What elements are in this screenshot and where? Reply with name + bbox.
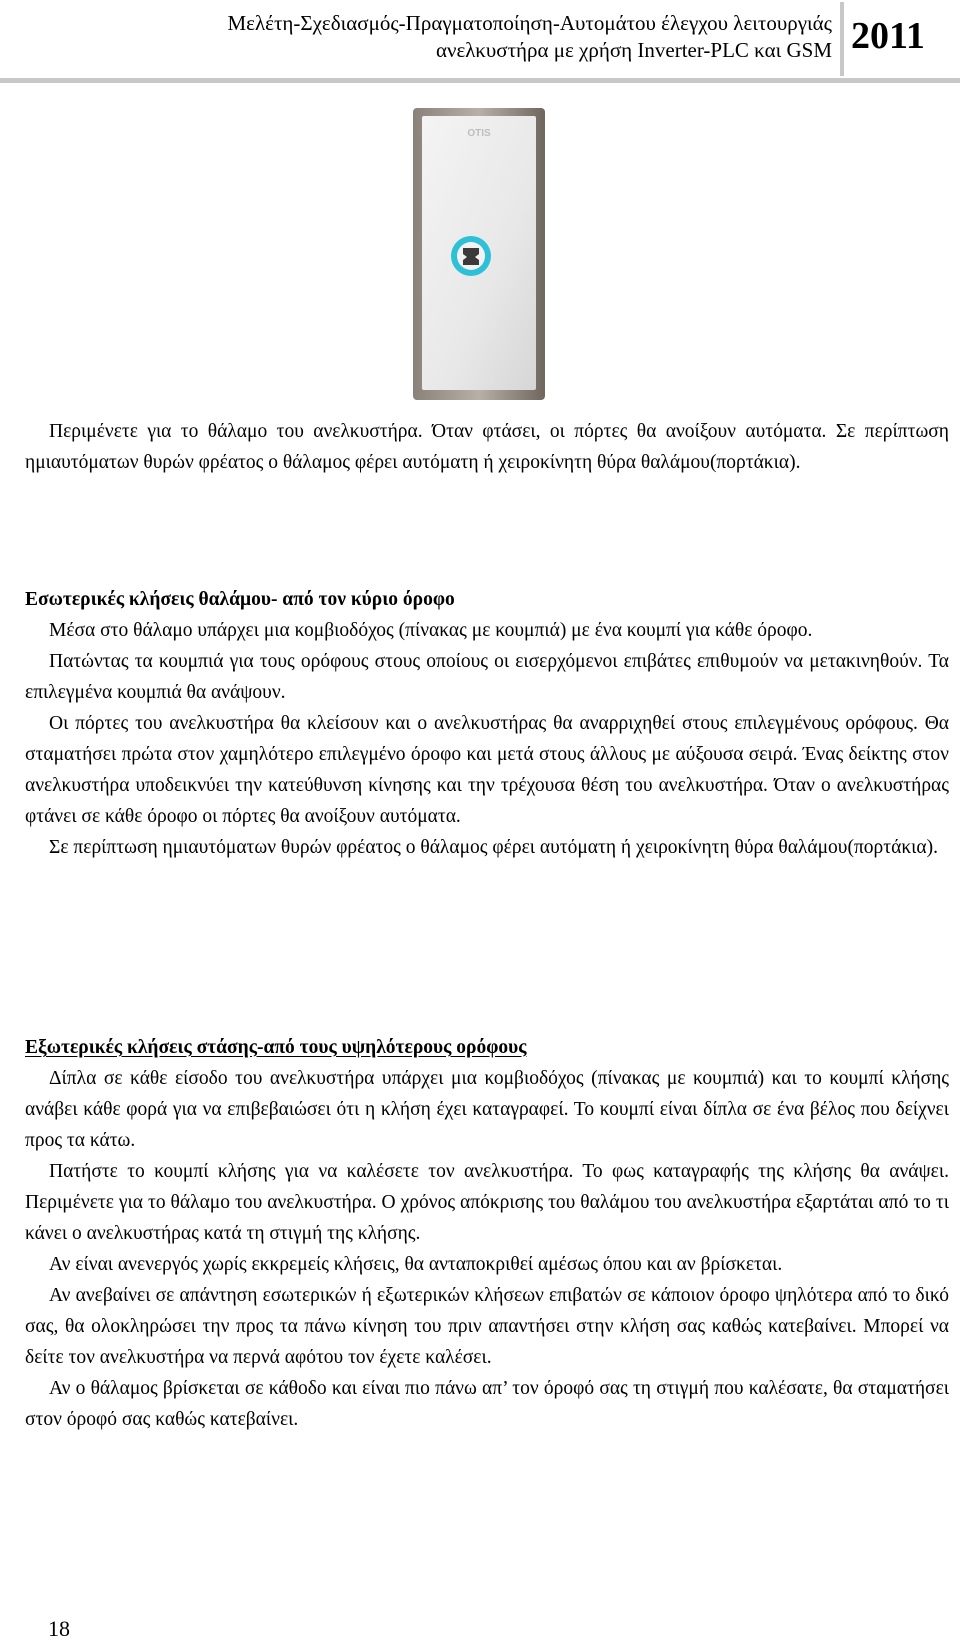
internal-calls-paragraph-4: Σε περίπτωση ημιαυτόματων θυρών φρέατος ο θάλαμος φέρει αυτόματη ή χειροκίνητη θύρα θαλάμου(πορτάκια). bbox=[49, 837, 938, 858]
header-title bbox=[20, 10, 832, 64]
external-calls-paragraph-5: Αν ο θάλαμος βρίσκεται σε κάθοδο και είναι πιο πάνω απ’ τον όροφό σας τη στιγμή που καλέσατε, θα σταματήσει στον όροφό σας καθώς κατεβαίνει. bbox=[25, 1378, 949, 1430]
intro-text bbox=[25, 416, 949, 478]
header-rule bbox=[0, 78, 960, 83]
external-calls-paragraph-1: Δίπλα σε κάθε είσοδο του ανελκυστήρα υπάρχει μια κομβιοδόχος (πίνακας με κουμπιά) και το κουμπί κλήσης ανάβει κάθε φορά για να επιβεβαιώσει ότι η κλήση έχει καταγραφεί. Το κουμπί είναι δίπλα σε ένα βέλος που δείχνει προς τα κάτω. bbox=[25, 1068, 949, 1151]
internal-calls-section bbox=[25, 584, 949, 863]
internal-calls-heading: Εσωτερικές κλήσεις θαλάμου- από τον κύριο όροφο bbox=[25, 589, 455, 610]
external-calls-paragraph-4: Αν ανεβαίνει σε απάντηση εσωτερικών ή εξωτερικών κλήσεων επιβατών σε κάποιον όροφο ψηλότερα από το δικό σας, θα ολοκληρώσει την προς τα πάνω κίνηση του πριν απαντήσει στην κλήση σας καθώς κατεβαίνει. Μπορεί να δείτε τον ανελκυστήρα να περνά αφότου τον έχετε καλέσει. bbox=[25, 1285, 949, 1368]
external-calls-heading: Εξωτερικές κλήσεις στάσης-από τους υψηλότερους ορόφους bbox=[25, 1037, 527, 1058]
call-panel-illustration bbox=[413, 108, 545, 400]
internal-calls-paragraph-2: Πατώντας τα κουμπιά για τους ορόφους στους οποίους οι εισερχόμενοι επιβάτες επιθυμούν να μετακινηθούν. Τα επιλεγμένα κουμπιά θα ανάψουν. bbox=[25, 651, 949, 703]
page-header bbox=[0, 0, 960, 80]
page-number: 18 bbox=[48, 1616, 70, 1641]
elevator-call-panel-image bbox=[413, 108, 545, 400]
header-title-line-2: ανελκυστήρα με χρήση Inverter-PLC και GSM bbox=[435, 38, 832, 62]
intro-paragraph: Περιμένετε για το θάλαμο του ανελκυστήρα. Όταν φτάσει, οι πόρτες θα ανοίξουν αυτόματα. Σε περίπτωση ημιαυτόματων θυρών φρέατος ο θάλαμος φέρει αυτόματη ή χειροκίνητη θύρα θαλάμου(πορτάκια). bbox=[25, 421, 949, 473]
external-calls-paragraph-2: Πατήστε το κουμπί κλήσης για να καλέσετε τον ανελκυστήρα. Το φως καταγραφής της κλήσης θα ανάψει. Περιμένετε για το θάλαμο του ανελκυστήρα. Ο χρόνος απόκρισης του θαλάμου του ανελκυστήρα εξαρτάται από το τι κάνει ο ανελκυστήρας κατά τη στιγμή της κλήσης. bbox=[25, 1161, 949, 1244]
otis-logo: OTIS bbox=[467, 128, 491, 139]
external-calls-section bbox=[25, 1032, 949, 1435]
header-title-line-1: Μελέτη-Σχεδιασμός-Πραγματοποίηση-Αυτομάτου έλεγχου λειτουργιάς bbox=[227, 11, 832, 35]
header-year: 2011 bbox=[851, 15, 925, 57]
internal-calls-paragraph-3: Οι πόρτες του ανελκυστήρα θα κλείσουν και ο ανελκυστήρας θα αναρριχηθεί στους επιλεγμένους ορόφους. Θα σταματήσει πρώτα στον χαμηλότερο επιλεγμένο όροφο και μετά στους άλλους με αύξουσα σειρά. Ένας δείκτης στον ανελκυστήρα υποδεικνύει την κατεύθυνση κίνησης και την τρέχουσα θέση του ανελκυστήρα. Όταν ο ανελκυστήρας φτάνει σε κάθε όροφο οι πόρτες θα ανοίξουν αυτόματα. bbox=[25, 713, 949, 827]
header-separator bbox=[840, 2, 844, 76]
internal-calls-paragraph-1: Μέσα στο θάλαμο υπάρχει μια κομβιοδόχος (πίνακας με κουμπιά) με ένα κουμπί για κάθε όροφο. bbox=[49, 620, 813, 641]
external-calls-paragraph-3: Αν είναι ανενεργός χωρίς εκκρεμείς κλήσεις, θα ανταποκριθεί αμέσως όπου και αν βρίσκεται. bbox=[49, 1254, 783, 1275]
